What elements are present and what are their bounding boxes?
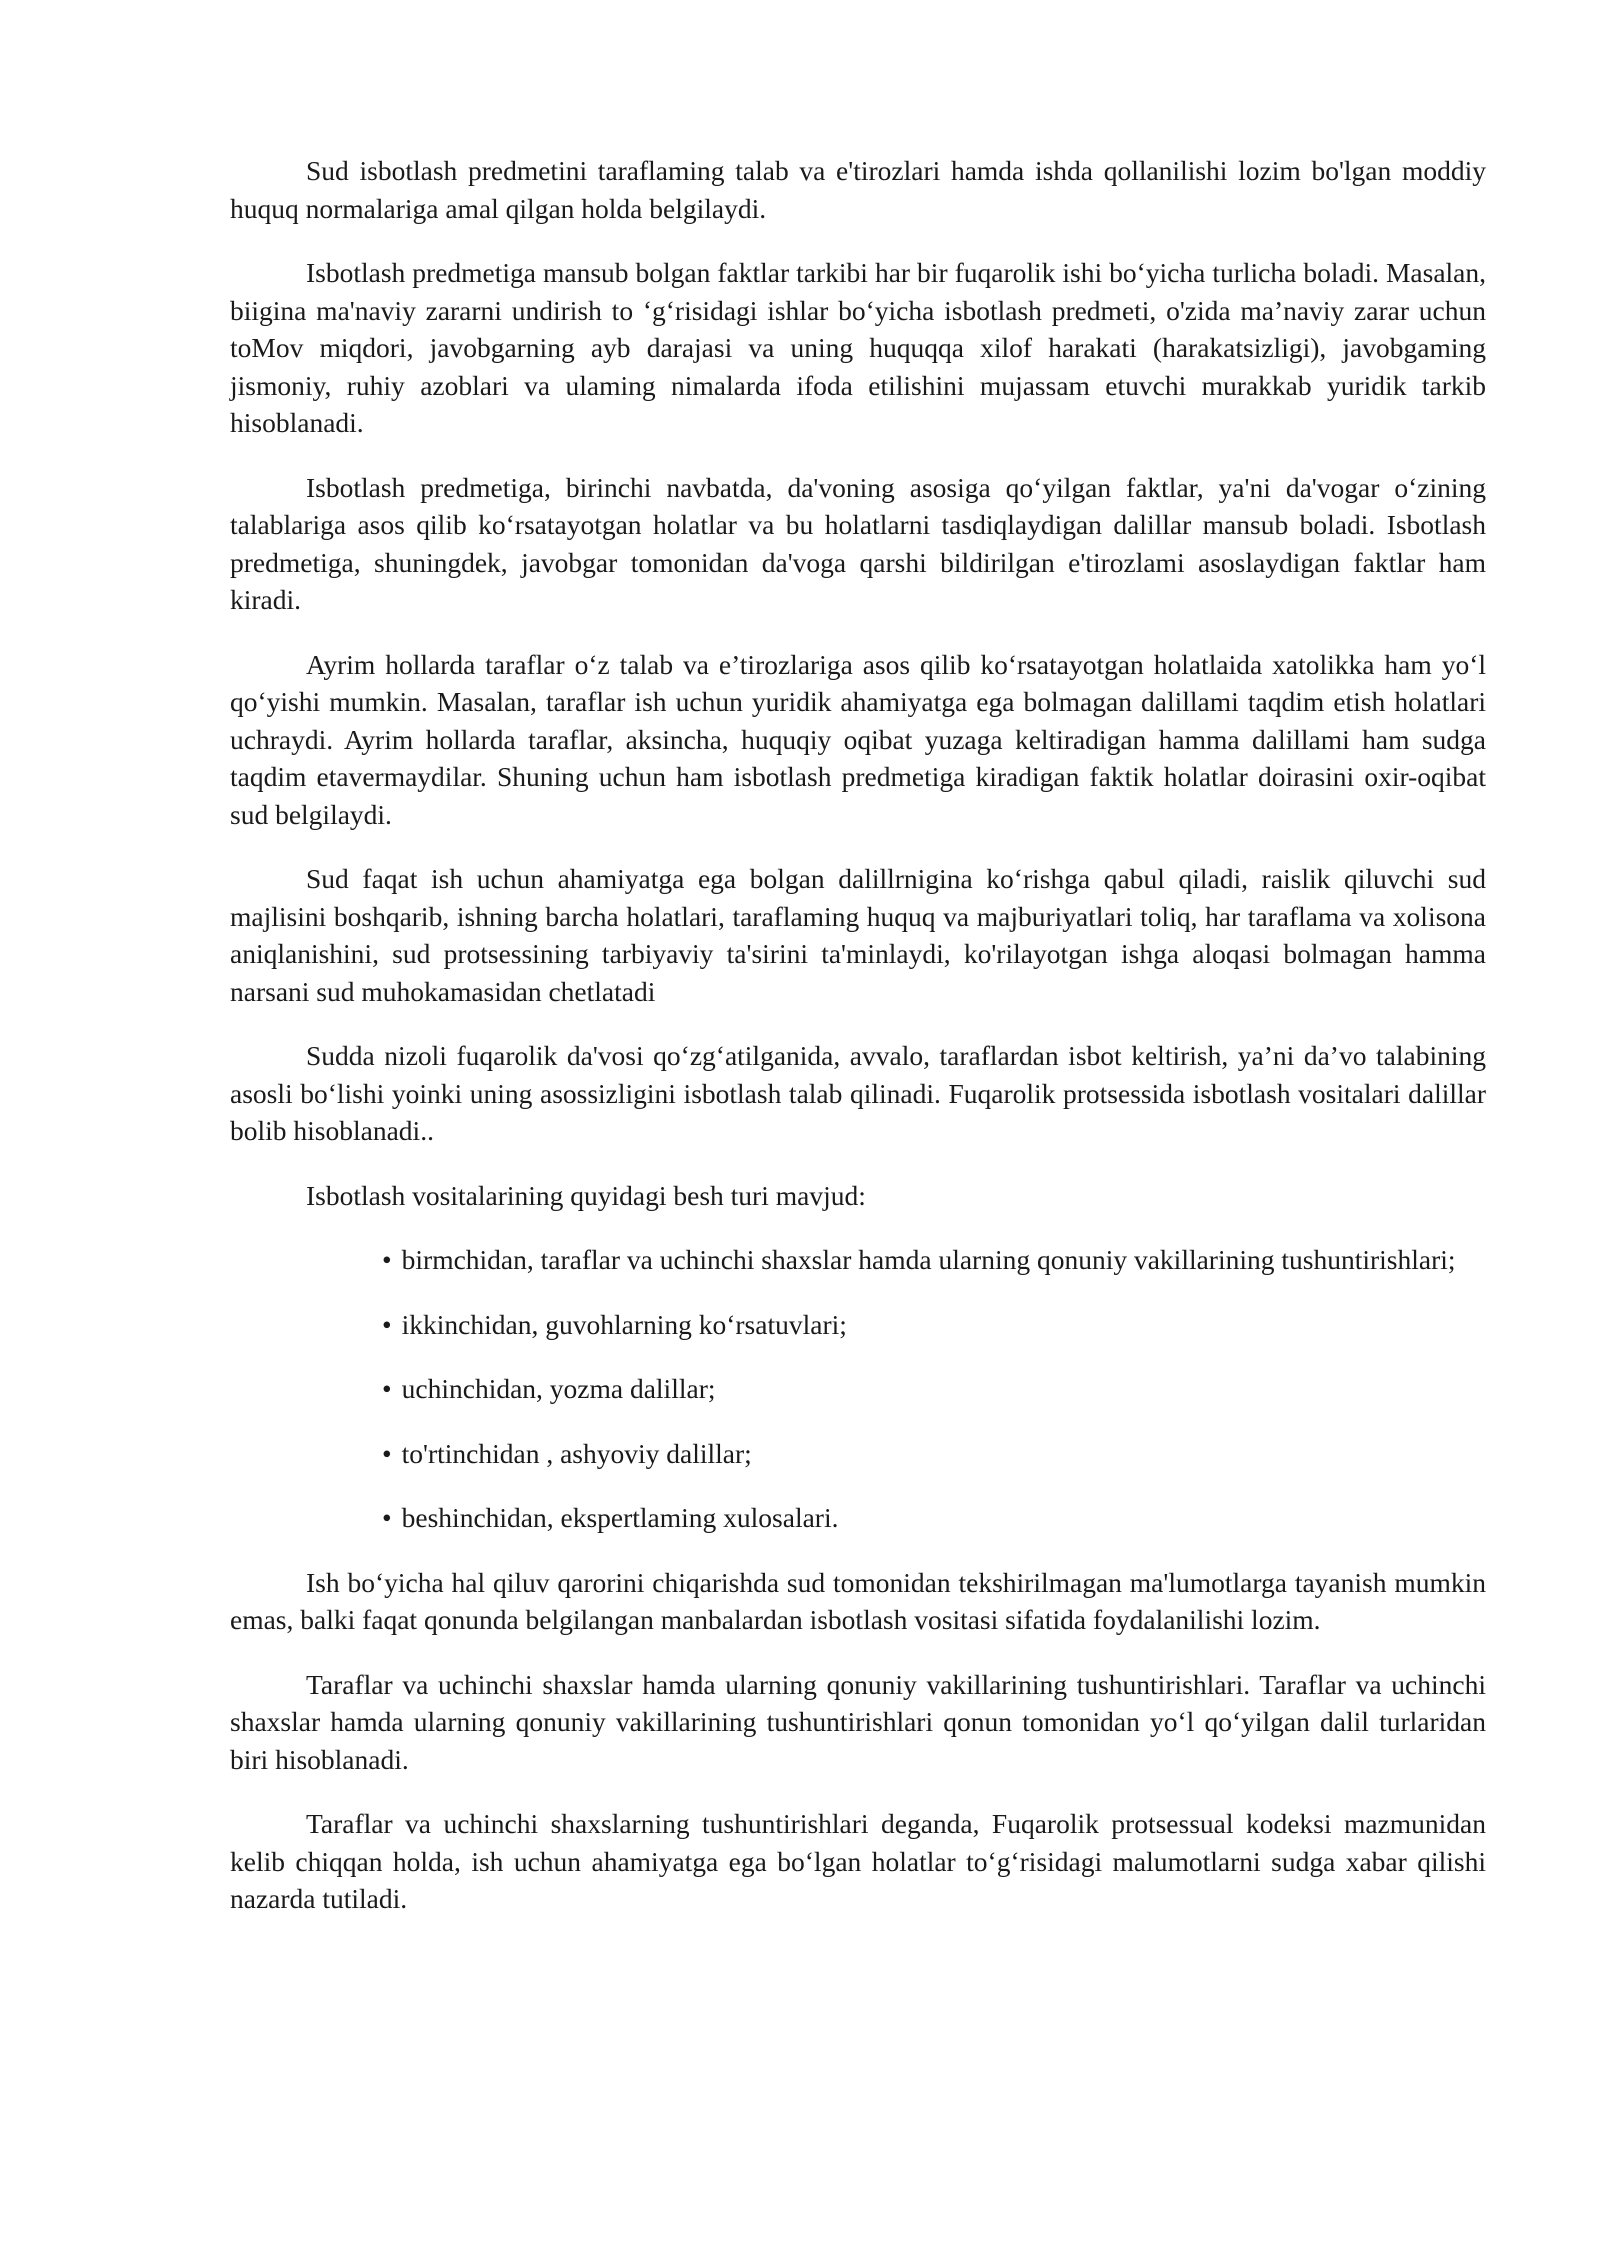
bullet-icon: •: [382, 1308, 392, 1340]
list-item-text: ikkinchidan, guvohlarning ko‘rsatuvlari;: [401, 1308, 847, 1340]
paragraph: Isbotlash predmetiga mansub bolgan faktlar tarkibi har bir fuqarolik ishi bo‘yicha turlicha boladi. Masalan, biigina ma'naviy zararni undirish to ‘g‘risidagi ishlar bo‘yicha isbotlash predmeti, o'zida ma’naviy zarar uchun toMov miqdori, javobgarning ayb darajasi va uning huquqqa xilof harakati (harakatsizligi), javobgaming jismoniy, ruhiy azoblari va ulaming nimalarda ifoda etilishini mujassam etuvchi murakkab yuridik tarkib hisoblanadi.: [230, 257, 1486, 438]
list-intro: Isbotlash vositalarining quyidagi besh turi mavjud:: [306, 1179, 866, 1211]
bullet-icon: •: [382, 1373, 392, 1404]
bullet-icon: •: [382, 1437, 392, 1469]
paragraph: Sudda nizoli fuqarolik da'vosi qo‘zg‘atilganida, avvalo, taraflardan isbot keltirish, ya’ni da’vo talabining asosli bo‘lishi yoinki uning asossizligini isbotlash talab qilinadi. Fuqarolik protsessida isbotlash vositalari dalillar bolib hisoblanadi..: [230, 1040, 1486, 1146]
list-item-text: birmchidan, taraflar va uchinchi shaxslar hamda ularning qonuniy vakillarining tushuntirishlari;: [401, 1244, 1456, 1275]
paragraph: Ish bo‘yicha hal qiluv qarorini chiqarishda sud tomonidan tekshirilmagan ma'lumotlarga tayanish mumkin emas, balki faqat qonunda belgilangan manbalardan isbotlash vositasi sifatida foydalanilishi lozim.: [230, 1566, 1486, 1635]
bullet-icon: •: [382, 1244, 392, 1275]
list-item-text: uchinchidan, yozma dalillar;: [401, 1373, 716, 1404]
paragraph: Sud isbotlash predmetini taraflaming talab va e'tirozlari hamda ishda qollanilishi lozim bo'lgan moddiy huquq normalariga amal qilgan holda belgilaydi.: [230, 155, 1486, 224]
document-page: [230, 152, 1486, 1945]
list-item: [230, 1306, 1486, 1344]
list-item: [230, 1435, 1486, 1473]
list-item: [230, 1499, 1486, 1537]
paragraph: Isbotlash predmetiga, birinchi navbatda, da'voning asosiga qo‘yilgan faktlar, ya'ni da'vogar o‘zining talablariga asos qilib ko‘rsatayotgan holatlar va bu holatlarni tasdiqlaydigan dalillar mansub boladi. Isbotlash predmetiga, shuningdek, javobgar tomonidan da'voga qarshi bildirilgan e'tirozlami asoslaydigan faktlar ham kiradi.: [230, 471, 1486, 615]
list-item: [230, 1241, 1486, 1279]
paragraph: Taraflar va uchinchi shaxslarning tushuntirishlari deganda, Fuqarolik protsessual kodeksi mazmunidan kelib chiqqan holda, ish uchun ahamiyatga ega bo‘lgan holatlar to‘g‘risidagi malumotlarni sudga xabar qilishi nazarda tutiladi.: [230, 1808, 1486, 1914]
bullet-icon: •: [382, 1502, 392, 1533]
paragraph: Taraflar va uchinchi shaxslar hamda ularning qonuniy vakillarining tushuntirishlari. Taraflar va uchinchi shaxslar hamda ularning qonuniy vakillarining tushuntirishlari qonun tomonidan yo‘l qo‘yilgan dalil turlaridan biri hisoblanadi.: [230, 1668, 1486, 1775]
list-item: [230, 1370, 1486, 1408]
list-item-text: beshinchidan, ekspertlaming xulosalari.: [401, 1502, 839, 1533]
paragraph: Sud faqat ish uchun ahamiyatga ega bolgan dalillrnigina ko‘rishga qabul qiladi, raislik qiluvchi sud majlisini boshqarib, ishning barcha holatlari, taraflaming huquq va majburiyatlari toliq, har taraflama va xolisona aniqlanishini, sud protsessining tarbiyaviy ta'sirini ta'minlaydi, ko'rilayotgan ishga aloqasi bolmagan hamma narsani sud muhokamasidan chetlatadi: [230, 863, 1486, 1007]
list-item-text: to'rtinchidan , ashyoviy dalillar;: [401, 1437, 752, 1469]
paragraph: Ayrim hollarda taraflar o‘z talab va e’tirozlariga asos qilib ko‘rsatayotgan holatlaida xatolikka ham yo‘l qo‘yishi mumkin. Masalan, taraflar ish uchun yuridik ahamiyatga ega bolmagan dalillami taqdim etish holatlari uchraydi. Ayrim hollarda taraflar, aksincha, huquqiy oqibat yuzaga keltiradigan hamma dalillami ham sudga taqdim etavermaydilar. Shuning uchun ham isbotlash predmetiga kiradigan faktik holatlar doirasini oxir-oqibat sud belgilaydi.: [230, 648, 1486, 830]
